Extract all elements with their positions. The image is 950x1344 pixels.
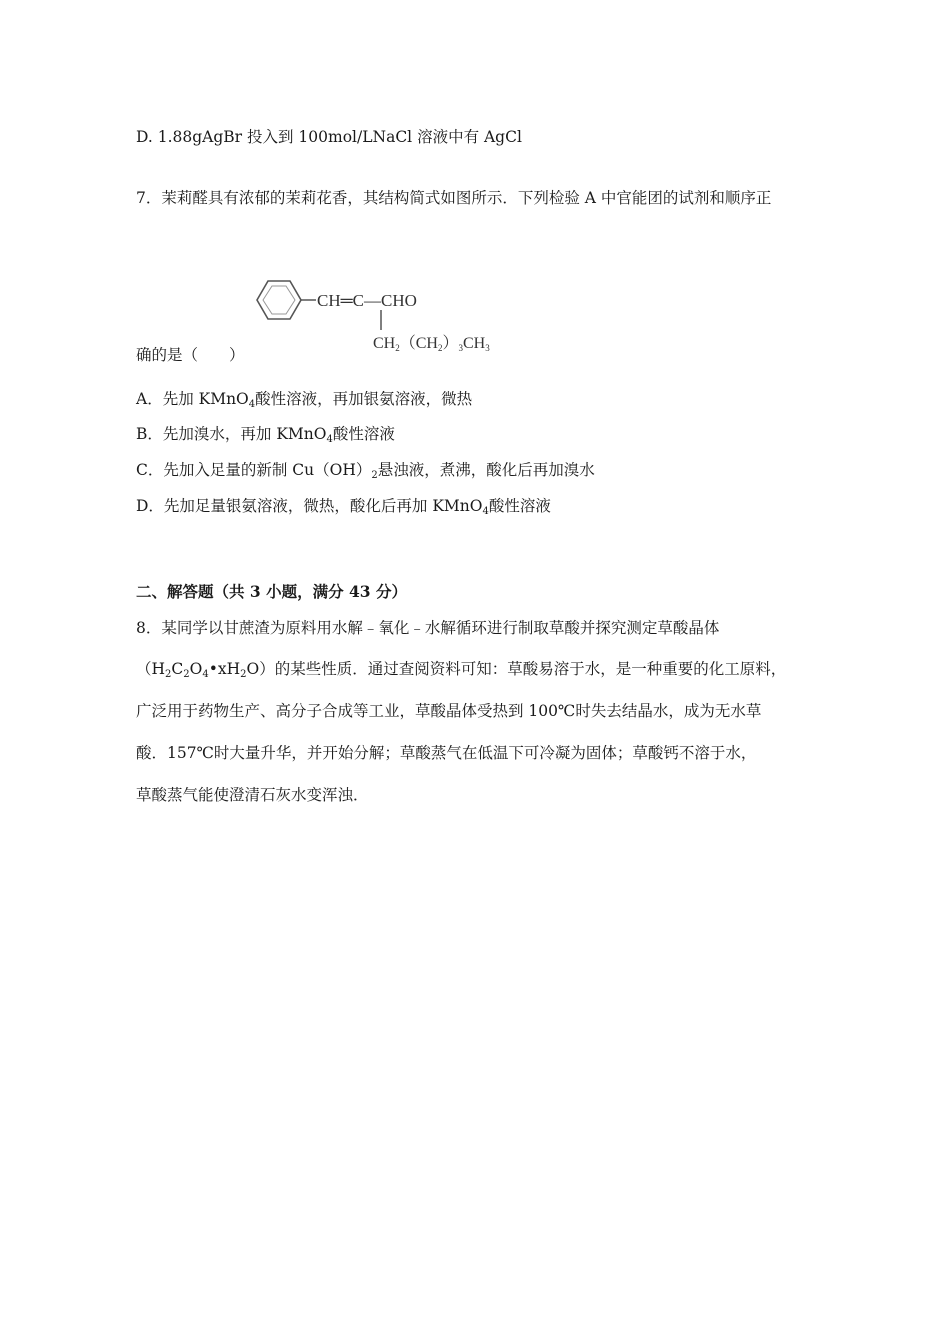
q8-line4: 酸．157℃时大量升华，并开始分解；草酸蒸气在低温下可冷凝为固体；草酸钙不溶于水， xyxy=(136,744,757,762)
q7-option-d: D．先加足量银氨溶液，微热，酸化后再加 KMnO$_4$酸性溶液 xyxy=(136,497,551,517)
benzene-inner xyxy=(263,286,295,314)
q8-line2: $(H_2C_2O_4•xH_2O)$的某些性质．通过查阅资料可知：草酸易溶于水，是一种重要的化工原料， xyxy=(136,660,787,680)
q8-line5: 草酸蒸气能使澄清石灰水变浑浊． xyxy=(136,786,369,804)
branch-text: CH2（CH2）3CH3 xyxy=(373,335,490,353)
q7-option-c: C．先加入足量的新制 $Cu(OH)_2$悬浊液，煮沸，酸化后再加溴水 xyxy=(136,461,595,481)
q8-line3: 广泛用于药物生产、高分子合成等工业，草酸晶体受热到 100℃时失去结晶水，成为无水草 xyxy=(136,702,762,720)
q8-line1: 8．某同学以甘蔗渣为原料用水解﹣氧化﹣水解循环进行制取草酸并探究测定草酸晶体 xyxy=(136,619,720,637)
q7-option-b: B．先加溴水，再加 KMnO$_4$酸性溶液 xyxy=(136,425,395,445)
q6-option-d: D. 1.88gAgBr 投入到 100mol/LNaCl 溶液中有 AgCl xyxy=(136,128,522,146)
chain-text: CH═C—CHO xyxy=(317,291,417,310)
section-heading: 二、解答题（共 3 小题，满分 43 分） xyxy=(136,582,407,601)
q7-stem: 7．茉莉醛具有浓郁的茉莉花香，其结构简式如图所示．下列检验 A 中官能团的试剂和顺序正 xyxy=(136,189,772,207)
benzene-ring xyxy=(257,281,301,319)
q7-option-a: A．先加 KMnO$_4$酸性溶液，再加银氨溶液，微热 xyxy=(136,390,473,410)
jasminaldehyde-structure xyxy=(248,270,518,360)
q7-stem-end: 确的是（ ） xyxy=(136,346,245,364)
